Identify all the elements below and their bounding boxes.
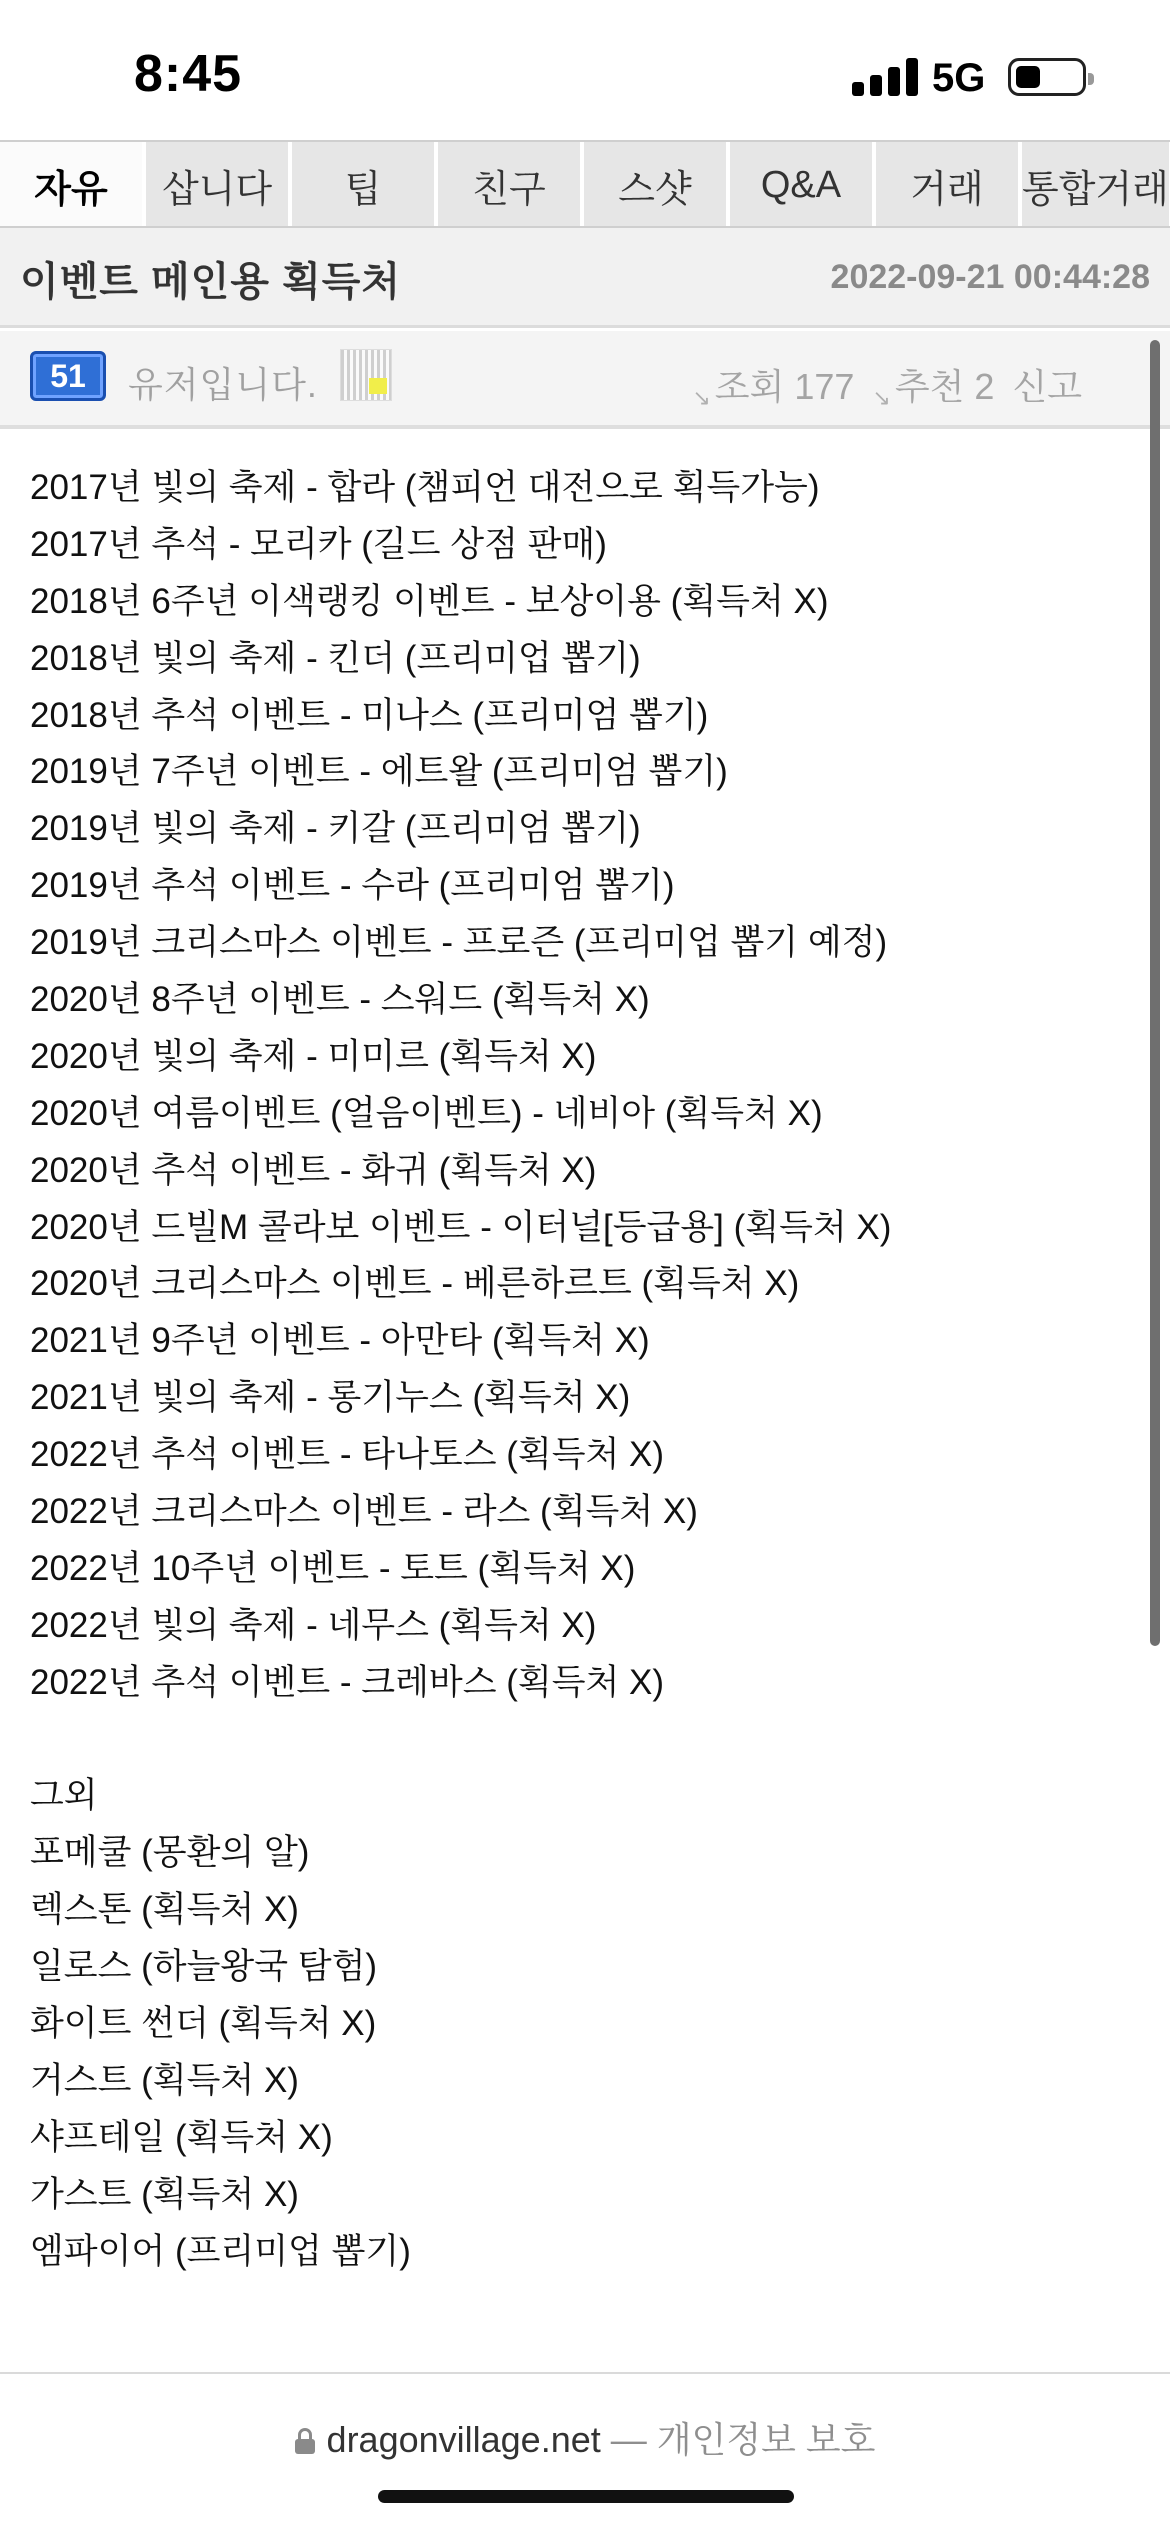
tab-screenshots[interactable]: 스샷 <box>584 142 730 228</box>
tab-free[interactable]: 자유 <box>0 142 146 228</box>
list-item: 2022년 추석 이벤트 - 타나토스 (획득처 X) <box>30 1435 665 1475</box>
list-item: 2020년 추석 이벤트 - 화귀 (획득처 X) <box>30 1150 597 1190</box>
list-item: 2018년 빛의 축제 - 킨더 (프리미업 뽑기) <box>30 638 641 678</box>
tab-qna[interactable]: Q&A <box>730 142 876 228</box>
battery-icon <box>1008 58 1086 96</box>
others-heading: 그외 <box>30 1776 98 1816</box>
privacy-label: 개인정보 보호 <box>656 2419 876 2460</box>
list-item: 2019년 빛의 축제 - 키갈 (프리미엄 뽑기) <box>30 809 641 849</box>
list-item: 2018년 6주년 이색랭킹 이벤트 - 보상이용 (획득처 X) <box>30 581 829 621</box>
list-item: 2019년 7주년 이벤트 - 에트왈 (프리미엄 뽑기) <box>30 752 728 792</box>
list-item: 일로스 (하늘왕국 탐험) <box>30 1947 378 1987</box>
list-item: 2019년 크리스마스 이벤트 - 프로즌 (프리미업 뽑기 예정) <box>30 923 888 963</box>
spacer <box>30 1712 1130 1769</box>
network-type: 5G <box>932 56 986 100</box>
site-domain[interactable]: dragonvillage.net <box>326 2419 601 2460</box>
level-badge-icon: 51 <box>30 351 106 401</box>
list-item: 2020년 8주년 이벤트 - 스워드 (획득처 X) <box>30 980 650 1020</box>
status-bar <box>0 0 1170 140</box>
post-stats <box>692 359 1082 410</box>
list-item: 가스트 (획득처 X) <box>30 2174 299 2214</box>
browser-address-bar[interactable] <box>0 2412 1170 2463</box>
post-body <box>30 460 1130 2281</box>
post-date: 2022-09-21 00:44:28 <box>830 258 1150 296</box>
footer-divider <box>0 2372 1170 2374</box>
tab-trade[interactable]: 거래 <box>876 142 1022 228</box>
author-avatar[interactable] <box>340 349 392 401</box>
list-item: 샤프테일 (획득처 X) <box>30 2117 333 2157</box>
home-indicator[interactable] <box>378 2490 794 2503</box>
arrow-icon: ↘ <box>872 385 891 410</box>
author-name[interactable]: 유저입니다. <box>128 364 318 405</box>
board-tabs <box>0 140 1170 228</box>
list-item: 거스트 (획득처 X) <box>30 2060 299 2100</box>
status-time: 8:45 <box>134 45 243 103</box>
scrollbar[interactable] <box>1150 340 1160 1646</box>
list-item: 2022년 크리스마스 이벤트 - 라스 (획득처 X) <box>30 1492 698 1532</box>
view-count: 조회 177 <box>714 366 855 407</box>
arrow-icon: ↘ <box>692 385 711 410</box>
signal-icon <box>852 58 918 96</box>
list-item: 2022년 10주년 이벤트 - 토트 (획득처 X) <box>30 1548 636 1588</box>
list-item: 2017년 추석 - 모리카 (길드 상점 판매) <box>30 524 607 564</box>
post-meta <box>0 331 1170 429</box>
list-item: 2020년 빛의 축제 - 미미르 (획득처 X) <box>30 1036 597 1076</box>
footer-separator: — <box>610 2419 647 2460</box>
list-item: 2022년 빛의 축제 - 네무스 (획득처 X) <box>30 1605 597 1645</box>
list-item: 엠파이어 (프리미업 뽑기) <box>30 2231 411 2271</box>
lock-icon <box>295 2428 315 2454</box>
tab-integrated-trade[interactable]: 통합거래 <box>1022 142 1170 228</box>
list-item: 2020년 드빌M 콜라보 이벤트 - 이터널[등급용] (획득처 X) <box>30 1207 892 1247</box>
list-item: 2017년 빛의 축제 - 합라 (챔피언 대전으로 획득가능) <box>30 468 820 507</box>
post-title: 이벤트 메인용 획득처 <box>20 260 401 304</box>
tab-friends[interactable]: 친구 <box>438 142 584 228</box>
post-header <box>0 228 1170 328</box>
list-item: 2021년 9주년 이벤트 - 아만타 (획득처 X) <box>30 1321 650 1361</box>
list-item: 2019년 추석 이벤트 - 수라 (프리미엄 뽑기) <box>30 866 675 906</box>
list-item: 2018년 추석 이벤트 - 미나스 (프리미엄 뽑기) <box>30 695 709 735</box>
list-item: 화이트 썬더 (획득처 X) <box>30 2004 377 2044</box>
list-item: 2020년 여름이벤트 (얼음이벤트) - 네비아 (획득처 X) <box>30 1093 823 1133</box>
recommend-count[interactable]: 추천 2 <box>894 366 995 407</box>
list-item: 2020년 크리스마스 이벤트 - 베른하르트 (획득처 X) <box>30 1264 800 1304</box>
list-item: 포메쿨 (몽환의 알) <box>30 1833 310 1873</box>
tab-tips[interactable]: 팁 <box>292 142 438 228</box>
tab-buy[interactable]: 삽니다 <box>146 142 292 228</box>
list-item: 2022년 추석 이벤트 - 크레바스 (획득처 X) <box>30 1662 665 1702</box>
report-link[interactable]: 신고 <box>1012 366 1082 407</box>
list-item: 2021년 빛의 축제 - 롱기누스 (획득처 X) <box>30 1378 631 1418</box>
list-item: 렉스톤 (획득처 X) <box>30 1890 299 1930</box>
